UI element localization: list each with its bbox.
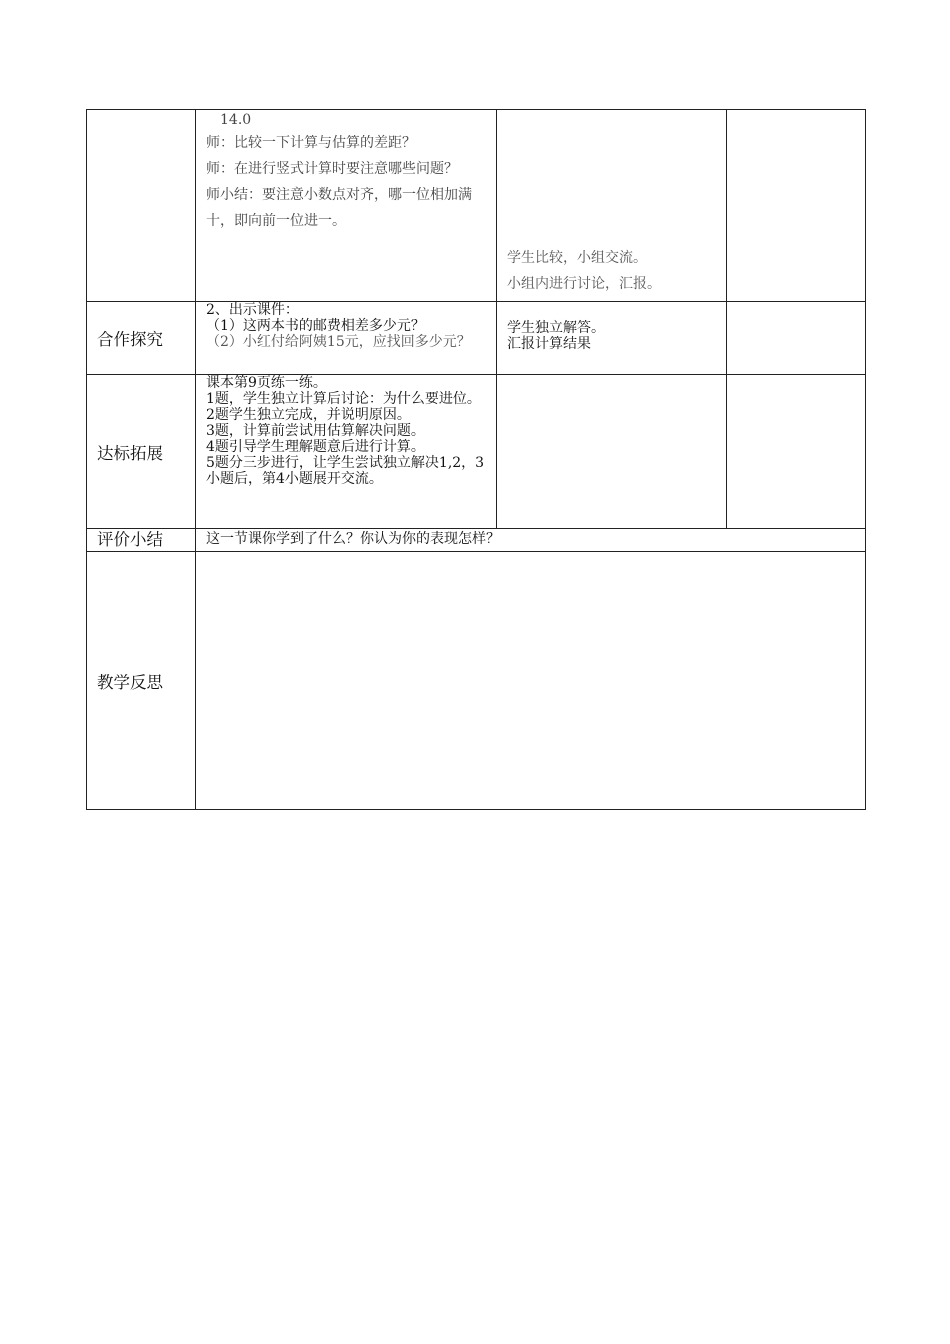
text-line: 学生比较，小组交流。 — [507, 250, 647, 266]
row-label: 评价小结 — [87, 529, 196, 552]
row-label: 达标拓展 — [87, 375, 196, 529]
text-line: 2、出示课件： — [206, 302, 299, 318]
student-activity-cell — [497, 302, 727, 375]
student-activity-cell — [497, 110, 727, 302]
text-line: 学生独立解答。 — [507, 320, 605, 336]
teacher-activity-cell — [196, 110, 497, 302]
text-line: （1）这两本书的邮费相差多少元？ — [206, 318, 425, 334]
notes-cell — [727, 110, 866, 302]
text-line: 4题引导学生理解题意后进行计算。 — [206, 439, 425, 455]
text-line: 汇报计算结果 — [507, 336, 591, 352]
row-label: 合作探究 — [87, 302, 196, 375]
table-row — [87, 302, 866, 375]
reflection-cell — [196, 552, 866, 810]
student-activity-cell — [497, 375, 727, 529]
text-line: 师：比较一下计算与估算的差距？ — [206, 135, 416, 151]
text-line: 3题，计算前尝试用估算解决问题。 — [206, 423, 425, 439]
row-label: 教学反思 — [87, 552, 196, 810]
text-line: 师小结：要注意小数点对齐，哪一位相加满十，即向前一位进一。 — [206, 187, 472, 229]
text-line: 2题学生独立完成，并说明原因。 — [206, 407, 411, 423]
teacher-activity-cell — [196, 375, 497, 529]
number-line: 14.0 — [220, 112, 252, 128]
text-line: 5题分三步进行，让学生尝试独立解决1,2，3小题后，第4小题展开交流。 — [206, 455, 485, 487]
text-line: 1题，学生独立计算后讨论：为什么要进位。 — [206, 391, 481, 407]
table-row — [87, 552, 866, 810]
table-row — [87, 529, 866, 552]
table-row — [87, 375, 866, 529]
notes-cell — [727, 302, 866, 375]
lesson-plan-table — [86, 109, 866, 810]
text-line: 课本第9页练一练。 — [206, 375, 327, 391]
table-row — [87, 110, 866, 302]
text-line: 师：在进行竖式计算时要注意哪些问题？ — [206, 161, 458, 177]
evaluation-cell: 这一节课你学到了什么？你认为你的表现怎样？ — [196, 529, 866, 552]
row-label — [87, 110, 196, 302]
teacher-activity-cell — [196, 302, 497, 375]
text-line: 小组内进行讨论，汇报。 — [507, 276, 661, 292]
notes-cell — [727, 375, 866, 529]
text-line: （2）小红付给阿姨15元，应找回多少元？ — [206, 334, 471, 350]
